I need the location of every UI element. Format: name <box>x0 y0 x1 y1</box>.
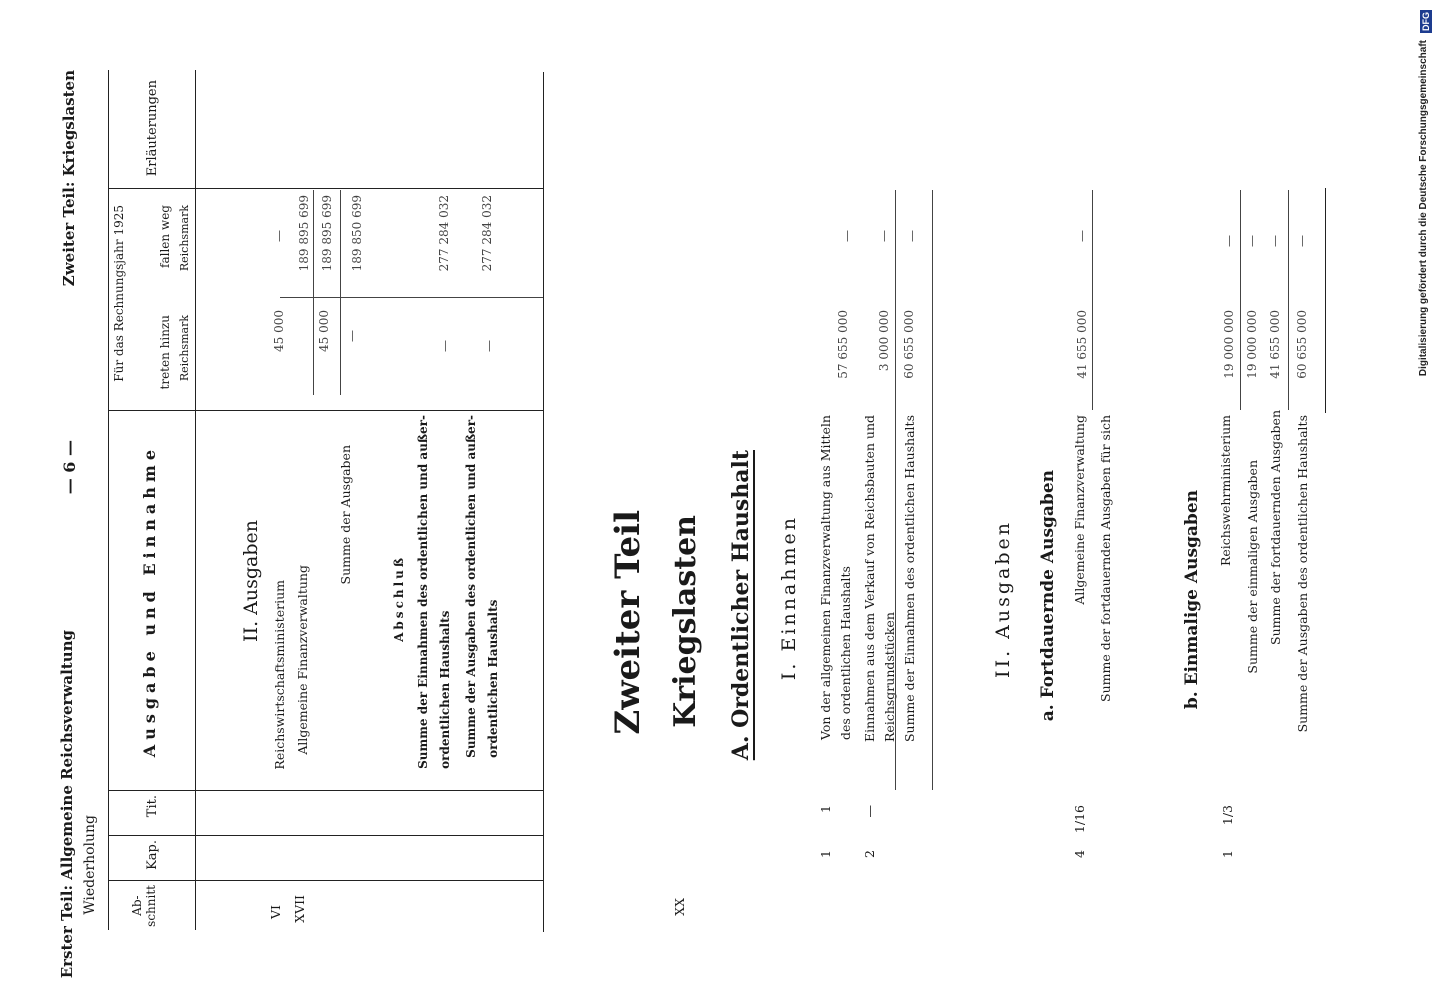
rule-bottom <box>1325 188 1326 413</box>
einmalig-sum-1-add: 19 000 000 <box>1245 310 1259 379</box>
closing-2-drop: 277 284 032 <box>480 195 494 272</box>
einnahme-1-drop: — <box>840 230 854 242</box>
rule-header <box>195 70 196 930</box>
closing-1-add: — <box>438 340 452 352</box>
row-text-xvii: Allgemeine Finanzverwaltung <box>295 565 310 755</box>
sum-drop-1: 189 895 699 <box>320 195 334 272</box>
row-abschnitt-xvii: XVII <box>292 895 307 923</box>
col-main-sep <box>108 410 543 411</box>
col-header-add-unit: Reichsmark <box>178 315 191 382</box>
einmalig-sum-2-drop: — <box>1268 235 1282 247</box>
einmalig-text: Reichswehrministerium <box>1218 415 1233 567</box>
einmalig-drop: — <box>1222 235 1236 247</box>
einnahmen-sum-label: Summe der Einnahmen des ordentlichen Haushalts <box>902 415 917 743</box>
sum-label: Summe der Ausgaben <box>338 445 353 585</box>
part2-abschnitt: XX <box>672 898 687 916</box>
closing-2-add: — <box>482 340 496 352</box>
einnahmen-heading: I. Einnahmen <box>778 515 800 681</box>
closing-2-text: Summe der Ausgaben des ordentlichen und außer- ordentlichen Haushalts <box>464 415 500 758</box>
einmalig-tit: 1/3 <box>1220 805 1235 826</box>
einmalig-sum-2-text: Summe der fortdauernden Ausgaben <box>1268 410 1283 645</box>
einnahme-2-add: 3 000 000 <box>877 310 891 372</box>
col-header-kapitel: Kap. <box>145 840 160 870</box>
closing-1-text: Summe der Einnahmen des ordentlichen und außer- ordentlichen Haushalts <box>416 415 452 769</box>
einnahme-1-kap: 1 <box>818 850 833 858</box>
fortdauernd-drop: — <box>1075 230 1089 242</box>
einnahme-1-add: 57 655 000 <box>836 310 850 379</box>
einmalig-sum-3-add: 60 655 000 <box>1295 310 1309 379</box>
fortdauernd-note: Summe der fortdauernden Ausgaben für sich <box>1098 415 1113 702</box>
section1-heading: II. Ausgaben <box>240 520 262 642</box>
sum-drop-2: 189 850 699 <box>350 195 364 272</box>
part2-a-heading: A. Ordentlicher Haushalt <box>728 450 754 761</box>
einmalig-sum-1-drop: — <box>1245 235 1259 247</box>
einmalig-sum-1-text: Summe der einmaligen Ausgaben <box>1245 460 1260 674</box>
row-add-vi: 45 000 <box>272 310 286 352</box>
header-right-title: Zweiter Teil: Kriegslasten <box>60 70 78 287</box>
einnahme-2-kap: 2 <box>862 850 877 858</box>
dfg-logo: DFG <box>1421 12 1431 31</box>
fortdauernd-text: Allgemeine Finanzverwaltung <box>1072 415 1087 605</box>
row-text-vi: Reichswirtschaftsministerium <box>272 580 287 770</box>
einnahme-1-tit: 1 <box>818 805 833 813</box>
einmalig-add: 19 000 000 <box>1222 310 1236 379</box>
sum-add-2: — <box>345 330 359 342</box>
header-left-title: Erster Teil: Allgemeine Reichsverwaltung <box>58 630 76 979</box>
fortdauernd-heading: a. Fortdauernde Ausgaben <box>1038 470 1058 722</box>
einmalig-kap: 1 <box>1220 850 1235 858</box>
part2-subtitle: Kriegslasten <box>668 515 703 728</box>
col-kap-sep <box>108 835 543 836</box>
einnahme-1-text: Von der allgemeinen Finanzverwaltung aus Mitteln des ordentlichen Haushalts <box>818 415 853 741</box>
col-abschnitt-sep <box>108 880 543 881</box>
header-subtitle: Wiederholung <box>82 815 98 915</box>
rule-top <box>108 70 109 930</box>
col-add-drop-sep <box>280 297 543 298</box>
row-drop-xvii: 189 895 699 <box>297 195 311 272</box>
einmalig-sum-2-add: 41 655 000 <box>1268 310 1282 379</box>
einmalig-sum-3-text: Summe der Ausgaben des ordentlichen Haushalts <box>1295 415 1310 733</box>
ausgaben-heading: II. Ausgaben <box>992 520 1014 678</box>
row-abschnitt-vi: VI <box>268 905 283 919</box>
fortdauernd-tit: 1/16 <box>1072 805 1087 834</box>
col-tit-sep <box>108 790 543 791</box>
einnahme-2-tit: — <box>862 805 877 818</box>
col-header-add: treten hinzu <box>158 315 172 390</box>
col-header-drop-unit: Reichsmark <box>178 205 191 272</box>
col-header-titel: Tit. <box>145 795 160 818</box>
einmalig-sum-3-drop: — <box>1295 235 1309 247</box>
einnahme-2-drop: — <box>877 230 891 242</box>
col-header-notes: Erläuterungen <box>145 80 160 177</box>
einmalig-heading: b. Einmalige Ausgaben <box>1182 490 1202 710</box>
col-header-main: Ausgabe und Einnahme <box>140 445 159 758</box>
einnahme-2-text: Einnahmen aus dem Verkauf von Reichsbauten und Reichsgrundstücken <box>862 415 897 742</box>
page-number: — 6 — <box>60 440 79 495</box>
col-header-year: Für das Rechnungsjahr 1925 <box>112 205 126 382</box>
sum-add-1: 45 000 <box>317 310 331 352</box>
row-drop-vi: — <box>272 230 286 242</box>
col-amount-sep <box>108 188 543 189</box>
einnahmen-sum-drop: — <box>905 230 919 242</box>
abschluss-label: Abschluß <box>392 555 406 642</box>
fortdauernd-add: 41 655 000 <box>1075 310 1089 379</box>
einnahmen-sum-add: 60 655 000 <box>902 310 916 379</box>
col-header-drop: fallen weg <box>158 205 172 268</box>
fortdauernd-kap: 4 <box>1072 850 1087 858</box>
rule-section-break <box>543 72 544 932</box>
col-header-abschnitt: Ab- schnitt <box>130 885 158 927</box>
closing-1-drop: 277 284 032 <box>437 195 451 272</box>
part2-title: Zweiter Teil <box>608 510 648 735</box>
dfg-credit: Digitalisierung gefördert durch die Deutsche Forschungsgemeinschaft <box>1418 40 1429 377</box>
